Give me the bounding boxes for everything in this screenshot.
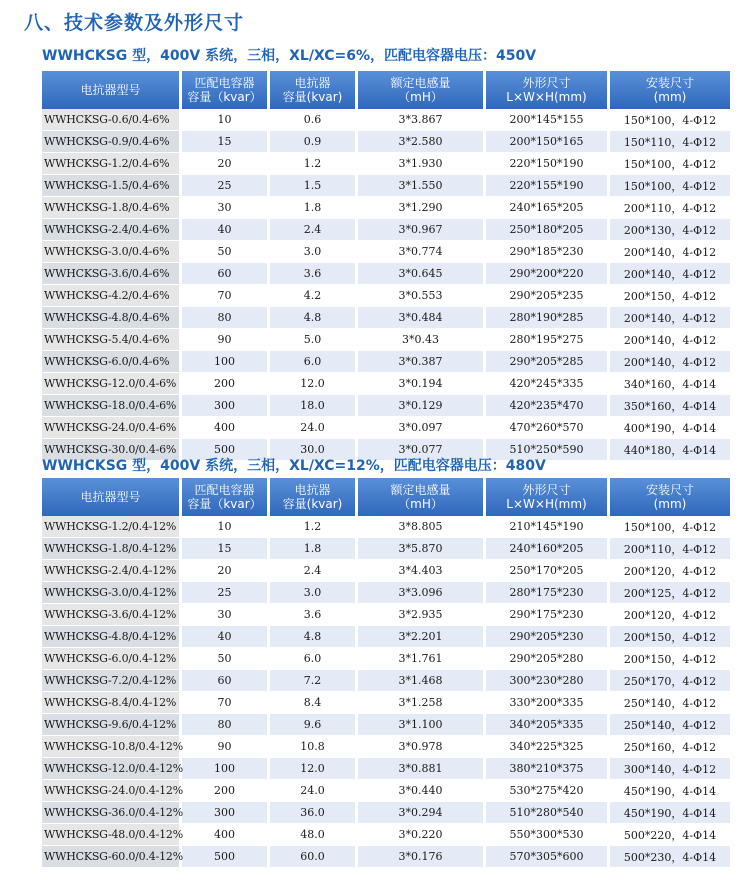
- table-row: [42, 780, 730, 802]
- cell-mounting: 200*120，4-Φ12: [610, 604, 730, 626]
- cell-mounting: 200*125，4-Φ12: [610, 582, 730, 604]
- spec-table-6pct: [42, 71, 730, 461]
- cell-inductance: 3*0.774: [358, 241, 486, 263]
- section-title-6pct: WWHCKSG 型，400V 系统，三相，XL/XC=6%，匹配电容器电压：450V: [42, 48, 537, 64]
- cell-reactor-capacity: 5.0: [270, 329, 358, 351]
- table-row: [42, 417, 730, 439]
- cell-dimensions: 200*145*155: [486, 109, 610, 131]
- cell-reactor-capacity: 1.5: [270, 175, 358, 197]
- cell-reactor-capacity: 3.0: [270, 241, 358, 263]
- column-header-dimensions: 外形尺寸 L×W×H(mm): [486, 478, 610, 516]
- cell-model: WWHCKSG-18.0/0.4-6%: [42, 395, 182, 417]
- table-row: [42, 846, 730, 868]
- cell-dimensions: 420*235*470: [486, 395, 610, 417]
- table-row: [42, 219, 730, 241]
- cell-capacitor-capacity: 50: [182, 241, 270, 263]
- table-row: [42, 263, 730, 285]
- cell-model: WWHCKSG-6.0/0.4-6%: [42, 351, 182, 373]
- cell-dimensions: 530*275*420: [486, 780, 610, 802]
- cell-mounting: 300*140，4-Φ12: [610, 758, 730, 780]
- cell-dimensions: 210*145*190: [486, 516, 610, 538]
- cell-model: WWHCKSG-3.6/0.4-12%: [42, 604, 182, 626]
- cell-capacitor-capacity: 400: [182, 417, 270, 439]
- cell-mounting: 250*160，4-Φ12: [610, 736, 730, 758]
- cell-capacitor-capacity: 25: [182, 582, 270, 604]
- cell-reactor-capacity: 1.8: [270, 538, 358, 560]
- cell-capacitor-capacity: 20: [182, 560, 270, 582]
- cell-model: WWHCKSG-48.0/0.4-12%: [42, 824, 182, 846]
- table-row: [42, 648, 730, 670]
- table-row: [42, 604, 730, 626]
- cell-dimensions: 220*155*190: [486, 175, 610, 197]
- cell-capacitor-capacity: 60: [182, 263, 270, 285]
- cell-reactor-capacity: 1.2: [270, 153, 358, 175]
- cell-model: WWHCKSG-3.0/0.4-12%: [42, 582, 182, 604]
- cell-dimensions: 510*280*540: [486, 802, 610, 824]
- table-row: [42, 131, 730, 153]
- cell-inductance: 3*2.580: [358, 131, 486, 153]
- table-row: [42, 197, 730, 219]
- cell-reactor-capacity: 24.0: [270, 417, 358, 439]
- cell-dimensions: 250*170*205: [486, 560, 610, 582]
- cell-model: WWHCKSG-1.8/0.4-12%: [42, 538, 182, 560]
- cell-mounting: 340*160，4-Φ14: [610, 373, 730, 395]
- cell-mounting: 200*140，4-Φ12: [610, 307, 730, 329]
- cell-reactor-capacity: 30.0: [270, 439, 358, 461]
- cell-dimensions: 340*225*325: [486, 736, 610, 758]
- cell-dimensions: 510*250*590: [486, 439, 610, 461]
- cell-mounting: 450*190，4-Φ14: [610, 802, 730, 824]
- cell-capacitor-capacity: 15: [182, 538, 270, 560]
- cell-reactor-capacity: 7.2: [270, 670, 358, 692]
- cell-dimensions: 290*205*285: [486, 351, 610, 373]
- cell-model: WWHCKSG-3.0/0.4-6%: [42, 241, 182, 263]
- cell-dimensions: 420*245*335: [486, 373, 610, 395]
- cell-capacitor-capacity: 25: [182, 175, 270, 197]
- cell-reactor-capacity: 18.0: [270, 395, 358, 417]
- cell-model: WWHCKSG-12.0/0.4-12%: [42, 758, 182, 780]
- cell-dimensions: 340*205*335: [486, 714, 610, 736]
- cell-capacitor-capacity: 300: [182, 802, 270, 824]
- cell-reactor-capacity: 1.8: [270, 197, 358, 219]
- cell-dimensions: 240*165*205: [486, 197, 610, 219]
- cell-dimensions: 280*195*275: [486, 329, 610, 351]
- cell-inductance: 3*1.930: [358, 153, 486, 175]
- cell-inductance: 3*0.978: [358, 736, 486, 758]
- cell-inductance: 3*1.258: [358, 692, 486, 714]
- cell-dimensions: 290*185*230: [486, 241, 610, 263]
- cell-inductance: 3*2.935: [358, 604, 486, 626]
- cell-model: WWHCKSG-10.8/0.4-12%: [42, 736, 182, 758]
- cell-dimensions: 290*200*220: [486, 263, 610, 285]
- cell-mounting: 350*160，4-Φ14: [610, 395, 730, 417]
- cell-dimensions: 290*205*235: [486, 285, 610, 307]
- cell-mounting: 200*140，4-Φ12: [610, 351, 730, 373]
- table-row: [42, 153, 730, 175]
- cell-model: WWHCKSG-4.2/0.4-6%: [42, 285, 182, 307]
- cell-dimensions: 470*260*570: [486, 417, 610, 439]
- cell-inductance: 3*0.967: [358, 219, 486, 241]
- table-row: [42, 714, 730, 736]
- cell-model: WWHCKSG-1.2/0.4-6%: [42, 153, 182, 175]
- cell-mounting: 150*100，4-Φ12: [610, 109, 730, 131]
- cell-inductance: 3*0.881: [358, 758, 486, 780]
- cell-model: WWHCKSG-0.9/0.4-6%: [42, 131, 182, 153]
- cell-model: WWHCKSG-0.6/0.4-6%: [42, 109, 182, 131]
- cell-reactor-capacity: 60.0: [270, 846, 358, 868]
- cell-dimensions: 290*175*230: [486, 604, 610, 626]
- cell-mounting: 500*220，4-Φ14: [610, 824, 730, 846]
- cell-reactor-capacity: 1.2: [270, 516, 358, 538]
- cell-model: WWHCKSG-36.0/0.4-12%: [42, 802, 182, 824]
- column-header-model: 电抗器型号: [42, 478, 182, 516]
- cell-model: WWHCKSG-30.0/0.4-6%: [42, 439, 182, 461]
- cell-inductance: 3*3.096: [358, 582, 486, 604]
- cell-reactor-capacity: 2.4: [270, 219, 358, 241]
- cell-reactor-capacity: 9.6: [270, 714, 358, 736]
- cell-dimensions: 380*210*375: [486, 758, 610, 780]
- cell-capacitor-capacity: 30: [182, 604, 270, 626]
- cell-mounting: 250*140，4-Φ12: [610, 714, 730, 736]
- cell-dimensions: 290*205*230: [486, 626, 610, 648]
- cell-inductance: 3*0.176: [358, 846, 486, 868]
- page-title: 八、技术参数及外形尺寸: [24, 12, 245, 34]
- cell-mounting: 250*170，4-Φ12: [610, 670, 730, 692]
- cell-capacitor-capacity: 400: [182, 824, 270, 846]
- cell-reactor-capacity: 36.0: [270, 802, 358, 824]
- cell-capacitor-capacity: 50: [182, 648, 270, 670]
- cell-model: WWHCKSG-1.8/0.4-6%: [42, 197, 182, 219]
- table-row: [42, 307, 730, 329]
- cell-capacitor-capacity: 500: [182, 439, 270, 461]
- cell-mounting: 150*100，4-Φ12: [610, 516, 730, 538]
- cell-dimensions: 290*205*280: [486, 648, 610, 670]
- column-header-reactor-capacity: 电抗器 容量(kvar): [270, 478, 358, 516]
- cell-inductance: 3*0.194: [358, 373, 486, 395]
- cell-capacitor-capacity: 100: [182, 758, 270, 780]
- cell-model: WWHCKSG-5.4/0.4-6%: [42, 329, 182, 351]
- cell-inductance: 3*4.403: [358, 560, 486, 582]
- cell-reactor-capacity: 24.0: [270, 780, 358, 802]
- cell-reactor-capacity: 4.8: [270, 626, 358, 648]
- cell-model: WWHCKSG-24.0/0.4-6%: [42, 417, 182, 439]
- cell-mounting: 440*180，4-Φ14: [610, 439, 730, 461]
- cell-capacitor-capacity: 500: [182, 846, 270, 868]
- cell-dimensions: 220*150*190: [486, 153, 610, 175]
- cell-capacitor-capacity: 40: [182, 219, 270, 241]
- table-row: [42, 626, 730, 648]
- cell-model: WWHCKSG-6.0/0.4-12%: [42, 648, 182, 670]
- cell-inductance: 3*0.440: [358, 780, 486, 802]
- cell-capacitor-capacity: 60: [182, 670, 270, 692]
- cell-inductance: 3*2.201: [358, 626, 486, 648]
- cell-mounting: 400*190，4-Φ14: [610, 417, 730, 439]
- cell-inductance: 3*1.290: [358, 197, 486, 219]
- cell-model: WWHCKSG-1.5/0.4-6%: [42, 175, 182, 197]
- cell-dimensions: 550*300*530: [486, 824, 610, 846]
- column-header-mounting: 安装尺寸 (mm): [610, 478, 730, 516]
- table-row: [42, 241, 730, 263]
- cell-inductance: 3*3.867: [358, 109, 486, 131]
- cell-dimensions: 250*180*205: [486, 219, 610, 241]
- table-row: [42, 175, 730, 197]
- cell-mounting: 150*100，4-Φ12: [610, 153, 730, 175]
- table-row: [42, 395, 730, 417]
- cell-reactor-capacity: 3.6: [270, 604, 358, 626]
- cell-capacitor-capacity: 10: [182, 109, 270, 131]
- cell-model: WWHCKSG-1.2/0.4-12%: [42, 516, 182, 538]
- table-row: [42, 736, 730, 758]
- table-row: [42, 560, 730, 582]
- cell-inductance: 3*1.761: [358, 648, 486, 670]
- cell-inductance: 3*0.645: [358, 263, 486, 285]
- column-header-inductance: 额定电感量 （mH）: [358, 478, 486, 516]
- cell-inductance: 3*0.077: [358, 439, 486, 461]
- table-row: [42, 109, 730, 131]
- column-header-dimensions: 外形尺寸 L×W×H(mm): [486, 71, 610, 109]
- cell-mounting: 200*150，4-Φ12: [610, 285, 730, 307]
- table-header-row: [42, 478, 730, 516]
- cell-capacitor-capacity: 40: [182, 626, 270, 648]
- cell-mounting: 200*120，4-Φ12: [610, 560, 730, 582]
- table-row: [42, 670, 730, 692]
- cell-dimensions: 570*305*600: [486, 846, 610, 868]
- cell-inductance: 3*8.805: [358, 516, 486, 538]
- cell-model: WWHCKSG-4.8/0.4-6%: [42, 307, 182, 329]
- cell-inductance: 3*0.129: [358, 395, 486, 417]
- cell-inductance: 3*0.294: [358, 802, 486, 824]
- cell-reactor-capacity: 12.0: [270, 373, 358, 395]
- cell-inductance: 3*1.468: [358, 670, 486, 692]
- table-row: [42, 516, 730, 538]
- cell-inductance: 3*1.550: [358, 175, 486, 197]
- cell-capacitor-capacity: 70: [182, 692, 270, 714]
- cell-mounting: 200*150，4-Φ12: [610, 626, 730, 648]
- table-header-row: [42, 71, 730, 109]
- cell-capacitor-capacity: 90: [182, 736, 270, 758]
- cell-model: WWHCKSG-4.8/0.4-12%: [42, 626, 182, 648]
- cell-inductance: 3*1.100: [358, 714, 486, 736]
- table-row: [42, 824, 730, 846]
- table-row: [42, 285, 730, 307]
- cell-capacitor-capacity: 20: [182, 153, 270, 175]
- cell-dimensions: 200*150*165: [486, 131, 610, 153]
- cell-mounting: 500*230，4-Φ14: [610, 846, 730, 868]
- cell-model: WWHCKSG-7.2/0.4-12%: [42, 670, 182, 692]
- cell-reactor-capacity: 10.8: [270, 736, 358, 758]
- cell-mounting: 200*130，4-Φ12: [610, 219, 730, 241]
- column-header-reactor-capacity: 电抗器 容量(kvar): [270, 71, 358, 109]
- cell-dimensions: 240*160*205: [486, 538, 610, 560]
- cell-reactor-capacity: 4.2: [270, 285, 358, 307]
- cell-mounting: 200*140，4-Φ12: [610, 263, 730, 285]
- section-title-12pct: WWHCKSG 型，400V 系统，三相，XL/XC=12%，匹配电容器电压：480V: [42, 458, 546, 474]
- cell-capacitor-capacity: 30: [182, 197, 270, 219]
- cell-inductance: 3*0.220: [358, 824, 486, 846]
- cell-inductance: 3*0.484: [358, 307, 486, 329]
- cell-reactor-capacity: 4.8: [270, 307, 358, 329]
- table-row: [42, 758, 730, 780]
- cell-inductance: 3*0.43: [358, 329, 486, 351]
- table-row: [42, 373, 730, 395]
- column-header-capacitor-capacity: 匹配电容器 容量（kvar）: [182, 71, 270, 109]
- cell-mounting: 150*110，4-Φ12: [610, 131, 730, 153]
- cell-reactor-capacity: 3.6: [270, 263, 358, 285]
- cell-capacitor-capacity: 10: [182, 516, 270, 538]
- cell-capacitor-capacity: 90: [182, 329, 270, 351]
- cell-mounting: 200*140，4-Φ12: [610, 329, 730, 351]
- cell-model: WWHCKSG-8.4/0.4-12%: [42, 692, 182, 714]
- cell-mounting: 200*110，4-Φ12: [610, 197, 730, 219]
- cell-inductance: 3*0.097: [358, 417, 486, 439]
- cell-capacitor-capacity: 300: [182, 395, 270, 417]
- cell-capacitor-capacity: 80: [182, 714, 270, 736]
- cell-inductance: 3*0.553: [358, 285, 486, 307]
- cell-reactor-capacity: 2.4: [270, 560, 358, 582]
- cell-model: WWHCKSG-60.0/0.4-12%: [42, 846, 182, 868]
- cell-capacitor-capacity: 80: [182, 307, 270, 329]
- cell-mounting: 250*140，4-Φ12: [610, 692, 730, 714]
- spec-table-12pct: [42, 478, 730, 868]
- table-row: [42, 351, 730, 373]
- cell-inductance: 3*5.870: [358, 538, 486, 560]
- cell-reactor-capacity: 0.6: [270, 109, 358, 131]
- cell-reactor-capacity: 6.0: [270, 648, 358, 670]
- cell-model: WWHCKSG-2.4/0.4-6%: [42, 219, 182, 241]
- cell-model: WWHCKSG-24.0/0.4-12%: [42, 780, 182, 802]
- column-header-mounting: 安装尺寸 (mm): [610, 71, 730, 109]
- cell-mounting: 200*150，4-Φ12: [610, 648, 730, 670]
- cell-reactor-capacity: 3.0: [270, 582, 358, 604]
- cell-model: WWHCKSG-12.0/0.4-6%: [42, 373, 182, 395]
- cell-model: WWHCKSG-3.6/0.4-6%: [42, 263, 182, 285]
- cell-mounting: 150*100，4-Φ12: [610, 175, 730, 197]
- cell-mounting: 200*140，4-Φ12: [610, 241, 730, 263]
- cell-capacitor-capacity: 100: [182, 351, 270, 373]
- cell-capacitor-capacity: 200: [182, 373, 270, 395]
- table-row: [42, 582, 730, 604]
- table-row: [42, 802, 730, 824]
- cell-reactor-capacity: 12.0: [270, 758, 358, 780]
- cell-capacitor-capacity: 200: [182, 780, 270, 802]
- cell-inductance: 3*0.387: [358, 351, 486, 373]
- cell-reactor-capacity: 0.9: [270, 131, 358, 153]
- column-header-model: 电抗器型号: [42, 71, 182, 109]
- cell-capacitor-capacity: 70: [182, 285, 270, 307]
- table-row: [42, 692, 730, 714]
- cell-dimensions: 280*175*230: [486, 582, 610, 604]
- cell-reactor-capacity: 48.0: [270, 824, 358, 846]
- cell-mounting: 450*190，4-Φ14: [610, 780, 730, 802]
- cell-model: WWHCKSG-2.4/0.4-12%: [42, 560, 182, 582]
- cell-dimensions: 330*200*335: [486, 692, 610, 714]
- column-header-inductance: 额定电感量 （mH）: [358, 71, 486, 109]
- cell-mounting: 200*110，4-Φ12: [610, 538, 730, 560]
- table-row: [42, 329, 730, 351]
- table-row: [42, 538, 730, 560]
- cell-model: WWHCKSG-9.6/0.4-12%: [42, 714, 182, 736]
- cell-dimensions: 300*230*280: [486, 670, 610, 692]
- cell-capacitor-capacity: 15: [182, 131, 270, 153]
- column-header-capacitor-capacity: 匹配电容器 容量（kvar）: [182, 478, 270, 516]
- cell-reactor-capacity: 6.0: [270, 351, 358, 373]
- cell-reactor-capacity: 8.4: [270, 692, 358, 714]
- cell-dimensions: 280*190*285: [486, 307, 610, 329]
